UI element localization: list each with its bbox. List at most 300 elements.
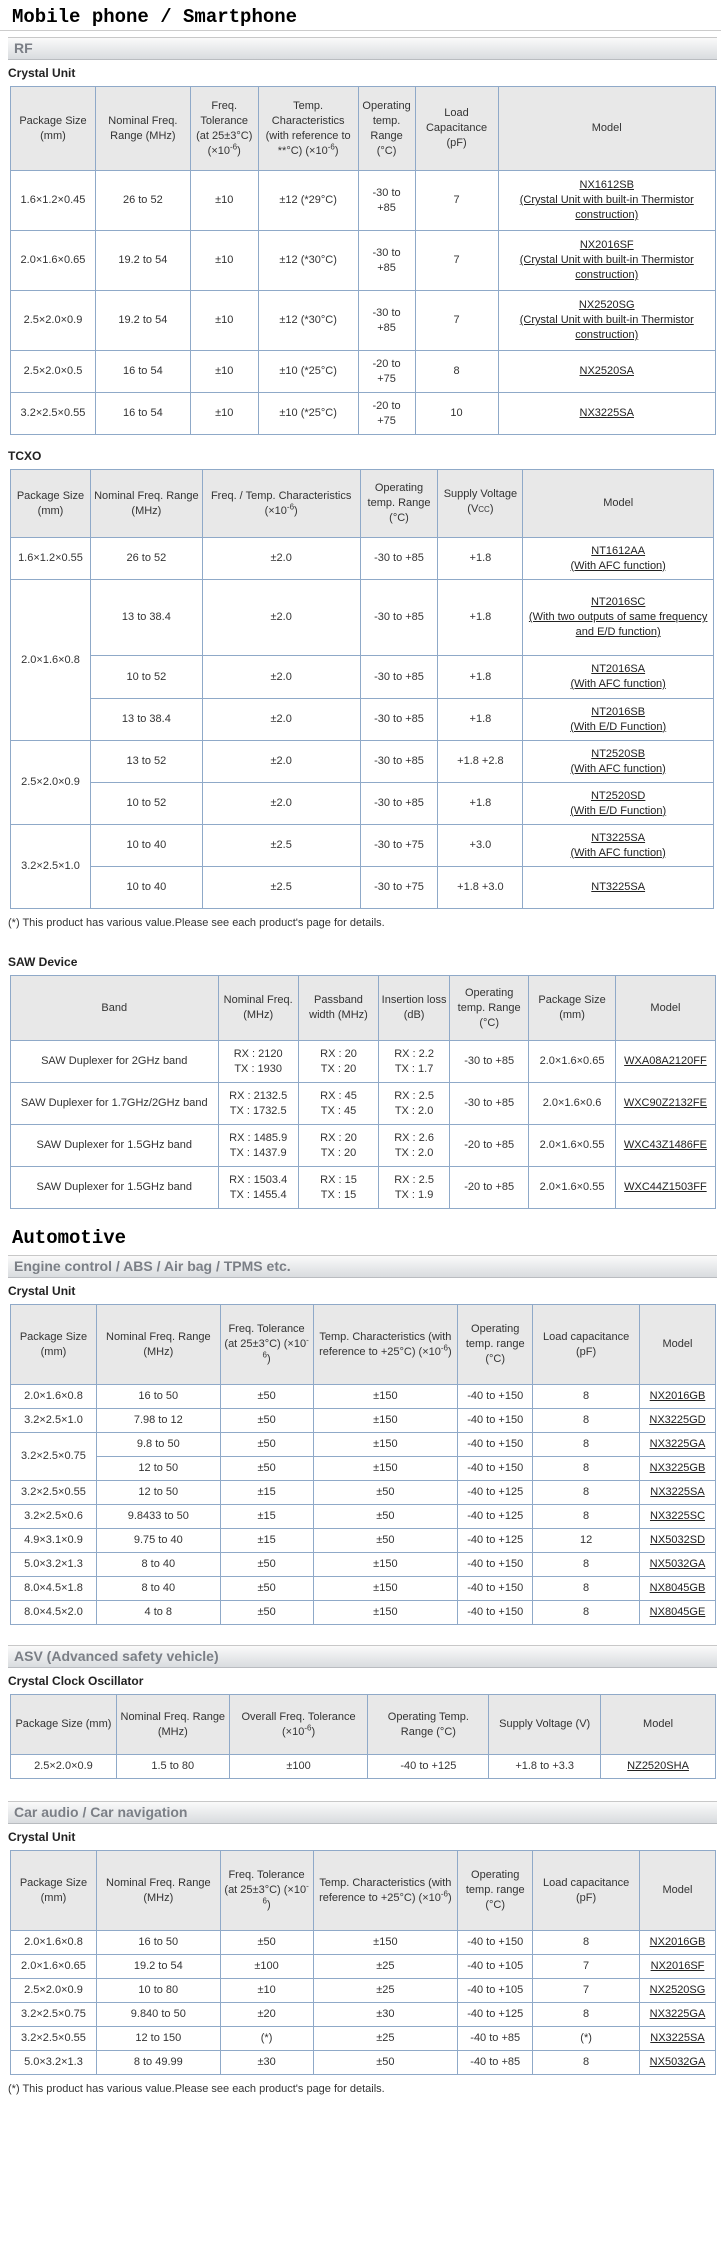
model-link[interactable]: NX2016SF xyxy=(579,239,634,251)
cell-load: (*) xyxy=(533,2027,640,2051)
col-model: Model xyxy=(498,87,715,171)
cell-operating: -40 to +125 xyxy=(458,2003,533,2027)
cell-tolerance: ±50 xyxy=(220,1457,313,1481)
model-link[interactable]: NT2016SB xyxy=(591,705,646,718)
cell-char: ±2.0 xyxy=(202,699,360,741)
model-desc-link[interactable]: (With AFC function) xyxy=(570,678,666,690)
cell-operating: -20 to +85 xyxy=(450,1167,529,1209)
cell-model xyxy=(640,1553,716,1577)
cell-range: 12 to 50 xyxy=(96,1481,220,1505)
cell-operating: -40 to +125 xyxy=(458,1529,533,1553)
cell-tolerance: ±30 xyxy=(220,2051,313,2075)
cell-range: 26 to 52 xyxy=(90,538,202,580)
col-tolerance: Freq. Tolerance (at 25±3°C) $(\times 10^{-6})$ xyxy=(190,87,258,171)
cell-range: 4 to 8 xyxy=(96,1601,220,1625)
model-link[interactable]: NT2520SD xyxy=(590,789,646,802)
cell-load: 8 xyxy=(533,1601,640,1625)
col-load-cap: Load capacitance (pF) xyxy=(533,1851,640,1931)
cell-operating: -40 to +150 xyxy=(458,1577,533,1601)
col-nominal-freq: Nominal Freq. (MHz) xyxy=(218,976,298,1041)
cell-freq: RX : 1485.9 TX : 1437.9 xyxy=(218,1125,298,1167)
engine-crystal-title: Crystal Unit xyxy=(8,1284,76,1298)
table-row xyxy=(11,393,716,435)
model-link[interactable]: NX3225GA xyxy=(649,2008,706,2020)
model-link[interactable]: NT1612AA xyxy=(591,544,646,557)
cell-model xyxy=(523,741,714,783)
cell-supply: +1.8 xyxy=(438,783,523,825)
cell-model xyxy=(640,1481,716,1505)
cell-model xyxy=(640,1457,716,1481)
cell-load: 8 xyxy=(533,1577,640,1601)
cell-package: 2.0×1.6×0.6 xyxy=(529,1083,616,1125)
cell-tolerance: ±10 xyxy=(190,351,258,393)
cell-range: 8 to 49.99 xyxy=(96,2051,220,2075)
cell-tolerance: ±15 xyxy=(220,1481,313,1505)
model-link[interactable]: NX2520SA xyxy=(579,365,634,377)
table-row xyxy=(11,1385,716,1409)
model-link[interactable]: NT3225SA xyxy=(591,831,646,844)
cell-tolerance: ±15 xyxy=(220,1529,313,1553)
cell-tolerance: ±50 xyxy=(220,1385,313,1409)
model-link[interactable]: NX3225GA xyxy=(649,1438,706,1450)
table-row xyxy=(11,1409,716,1433)
cell-model xyxy=(498,291,715,351)
col-model: Model xyxy=(615,976,715,1041)
table-row xyxy=(11,1529,716,1553)
cell-range: 7.98 to 12 xyxy=(96,1409,220,1433)
cell-temp: ±150 xyxy=(313,1409,458,1433)
cell-passband: RX : 45 TX : 45 xyxy=(298,1083,378,1125)
table-row xyxy=(11,580,714,656)
cell-temp: ±50 xyxy=(313,1481,458,1505)
cell-package: 8.0×4.5×2.0 xyxy=(11,1601,97,1625)
col-operating-temp: Operating temp. range (°C) xyxy=(458,1851,533,1931)
cell-load: 10 xyxy=(415,393,498,435)
cell-supply: +1.8 xyxy=(438,699,523,741)
car-crystal-title: Crystal Unit xyxy=(8,1830,76,1844)
cell-package: 2.5×2.0×0.5 xyxy=(11,351,96,393)
model-desc-link[interactable]: (With E/D Function) xyxy=(570,804,667,817)
model-desc-link[interactable]: (With AFC function) xyxy=(570,846,666,859)
cell-tolerance: ±100 xyxy=(229,1755,368,1779)
cell-model xyxy=(498,351,715,393)
asv-osc-title: Crystal Clock Oscillator xyxy=(8,1674,144,1688)
cell-supply: +1.8 +3.0 xyxy=(438,867,523,909)
col-operating-temp: Operating temp. Range (°C) xyxy=(450,976,529,1041)
cell-char: ±2.5 xyxy=(202,867,360,909)
cell-tolerance: ±15 xyxy=(220,1505,313,1529)
cell-temp: ±10 (*25°C) xyxy=(258,393,358,435)
cell-tolerance: (*) xyxy=(220,2027,313,2051)
cell-passband: RX : 15 TX : 15 xyxy=(298,1167,378,1209)
cell-operating: -20 to +85 xyxy=(450,1125,529,1167)
cell-range: 10 to 40 xyxy=(90,825,202,867)
cell-temp: ±12 (*30°C) xyxy=(258,231,358,291)
col-temp-char: Temp. Characteristics (with reference to +25°C) $(\times 10^{-6})$ xyxy=(313,1305,458,1385)
cell-model xyxy=(601,1755,716,1779)
model-link[interactable]: NX3225GD xyxy=(649,1414,706,1426)
cell-loss: RX : 2.6 TX : 2.0 xyxy=(379,1125,450,1167)
cell-temp: ±150 xyxy=(313,1601,458,1625)
cell-freq: RX : 1503.4 TX : 1455.4 xyxy=(218,1167,298,1209)
model-desc-link[interactable]: (With AFC function) xyxy=(570,559,666,572)
cell-operating: -30 to +85 xyxy=(360,656,438,699)
cell-package: 3.2×2.5×0.6 xyxy=(11,1505,97,1529)
table-row xyxy=(11,1755,716,1779)
tcxo-title: TCXO xyxy=(8,449,42,463)
cell-operating: -30 to +85 xyxy=(450,1041,529,1083)
table-row xyxy=(11,1433,716,1457)
table-row xyxy=(11,1979,716,2003)
cell-temp: ±25 xyxy=(313,1979,458,2003)
table-row xyxy=(11,783,714,825)
cell-model xyxy=(615,1083,715,1125)
col-model: Model xyxy=(640,1851,716,1931)
cell-temp: ±25 xyxy=(313,2027,458,2051)
cell-tolerance: ±10 xyxy=(190,291,258,351)
cell-load: 8 xyxy=(533,1385,640,1409)
cell-operating: -30 to +85 xyxy=(358,231,415,291)
cell-operating: -30 to +75 xyxy=(360,867,438,909)
cell-loss: RX : 2.2 TX : 1.7 xyxy=(379,1041,450,1083)
table-row xyxy=(11,1577,716,1601)
cell-operating: -40 to +105 xyxy=(458,1955,533,1979)
model-link[interactable]: WXA08A2120FF xyxy=(624,1055,707,1067)
cell-package: 2.0×1.6×0.8 xyxy=(11,1931,97,1955)
saw-title: SAW Device xyxy=(8,955,78,969)
model-link[interactable]: NX3225SA xyxy=(650,1486,705,1498)
cell-package: 1.6×1.2×0.55 xyxy=(11,538,91,580)
cell-model xyxy=(640,1955,716,1979)
cell-tolerance: ±10 xyxy=(190,231,258,291)
cell-model xyxy=(640,1385,716,1409)
cell-freq: RX : 2132.5 TX : 1732.5 xyxy=(218,1083,298,1125)
cell-range: 19.2 to 54 xyxy=(96,1955,220,1979)
model-link[interactable]: NX5032GA xyxy=(649,2056,706,2068)
table-row xyxy=(11,1125,716,1167)
model-desc-link[interactable]: (Crystal Unit with built-in Thermistor construction) xyxy=(519,254,694,281)
col-supply-voltage: Supply Voltage (V) xyxy=(489,1695,601,1755)
cell-load: 8 xyxy=(533,1409,640,1433)
table-row xyxy=(11,1505,716,1529)
table-row xyxy=(11,351,716,393)
model-link[interactable]: NT2016SA xyxy=(591,663,646,675)
col-supply-voltage: Supply Voltage (VCC) xyxy=(438,470,523,538)
cell-package: 2.0×1.6×0.65 xyxy=(529,1041,616,1083)
cell-tolerance: ±50 xyxy=(220,1433,313,1457)
cell-package: 2.0×1.6×0.55 xyxy=(529,1125,616,1167)
cell-operating: -40 to +150 xyxy=(458,1409,533,1433)
cell-model xyxy=(523,783,714,825)
model-desc-link[interactable]: (With two outputs of same frequency and E/D function) xyxy=(528,611,708,638)
cell-package: 4.9×3.1×0.9 xyxy=(11,1529,97,1553)
col-freq-temp-char: Freq. / Temp. Characteristics $(\times 10^{-6})$ xyxy=(202,470,360,538)
cell-model xyxy=(640,1409,716,1433)
cell-model xyxy=(615,1041,715,1083)
cell-operating: -40 to +150 xyxy=(458,1385,533,1409)
table-row xyxy=(11,1457,716,1481)
cell-load: 8 xyxy=(533,1505,640,1529)
model-link[interactable]: WXC44Z1503FF xyxy=(624,1181,707,1193)
cell-char: ±2.0 xyxy=(202,741,360,783)
col-load-cap: Load Capacitance (pF) xyxy=(415,87,498,171)
table-row xyxy=(11,2051,716,2075)
cell-passband: RX : 20 TX : 20 xyxy=(298,1041,378,1083)
cell-range: 12 to 150 xyxy=(96,2027,220,2051)
cell-load: 8 xyxy=(533,2051,640,2075)
cell-model xyxy=(523,580,714,656)
cell-package: 2.5×2.0×0.9 xyxy=(11,741,91,825)
model-link[interactable]: NX5032SD xyxy=(649,1534,706,1546)
model-desc-link[interactable]: (Crystal Unit with built-in Thermistor construction) xyxy=(519,314,694,341)
cell-package: 2.0×1.6×0.8 xyxy=(11,580,91,741)
model-desc-link[interactable]: (Crystal Unit with built-in Thermistor construction) xyxy=(519,194,694,221)
cell-range: 26 to 52 xyxy=(95,171,190,231)
model-link[interactable]: NT2520SB xyxy=(591,747,646,760)
cell-model xyxy=(640,2003,716,2027)
cell-tolerance: ±100 xyxy=(220,1955,313,1979)
cell-temp: ±150 xyxy=(313,1433,458,1457)
cell-range: 9.8433 to 50 xyxy=(96,1505,220,1529)
cell-operating: -40 to +150 xyxy=(458,1601,533,1625)
col-package-size: Package Size (mm) xyxy=(11,87,96,171)
mobile-title: Mobile phone / Smartphone xyxy=(12,6,298,28)
cell-tolerance: ±10 xyxy=(190,171,258,231)
cell-range: 8 to 40 xyxy=(96,1553,220,1577)
model-link[interactable]: NX8045GE xyxy=(649,1606,706,1618)
cell-model xyxy=(615,1167,715,1209)
cell-temp: ±30 xyxy=(313,2003,458,2027)
model-link[interactable]: NZ2520SHA xyxy=(627,1760,689,1772)
col-package-size: Package Size (mm) xyxy=(11,1305,97,1385)
cell-package: 3.2×2.5×0.55 xyxy=(11,2027,97,2051)
cell-temp: ±12 (*29°C) xyxy=(258,171,358,231)
cell-operating: -20 to +75 xyxy=(358,351,415,393)
col-operating-temp: Operating temp. Range (°C) xyxy=(360,470,438,538)
table-row xyxy=(11,291,716,351)
cell-range: 16 to 54 xyxy=(95,393,190,435)
model-link[interactable]: NX3225SC xyxy=(649,1510,706,1522)
cell-load: 8 xyxy=(415,351,498,393)
cell-operating: -30 to +75 xyxy=(360,825,438,867)
cell-operating: -20 to +75 xyxy=(358,393,415,435)
model-link[interactable]: NX3225SA xyxy=(650,2032,705,2044)
col-band: Band xyxy=(11,976,219,1041)
cell-band: SAW Duplexer for 1.7GHz/2GHz band xyxy=(11,1083,219,1125)
asv-osc-table xyxy=(10,1694,716,1779)
cell-model xyxy=(523,538,714,580)
cell-operating: -30 to +85 xyxy=(358,291,415,351)
model-desc-link[interactable]: (With E/D Function) xyxy=(570,720,667,733)
table-row xyxy=(11,2003,716,2027)
table-row xyxy=(11,741,714,783)
rf-crystal-title: Crystal Unit xyxy=(8,66,76,80)
cell-package: 1.6×1.2×0.45 xyxy=(11,171,96,231)
cell-tolerance: ±20 xyxy=(220,2003,313,2027)
cell-package: 2.5×2.0×0.9 xyxy=(11,1755,117,1779)
cell-range: 13 to 38.4 xyxy=(90,699,202,741)
cell-operating: -30 to +85 xyxy=(360,783,438,825)
col-package-size: Package Size (mm) xyxy=(11,1695,117,1755)
cell-operating: -40 to +150 xyxy=(458,1457,533,1481)
cell-passband: RX : 20 TX : 20 xyxy=(298,1125,378,1167)
cell-range: 10 to 52 xyxy=(90,656,202,699)
cell-temp: ±50 xyxy=(313,1505,458,1529)
table-row xyxy=(11,656,714,699)
model-link[interactable]: NX3225GB xyxy=(649,1462,706,1474)
col-nominal-range: Nominal Freq. Range (MHz) xyxy=(116,1695,229,1755)
cell-operating: -40 to +85 xyxy=(458,2027,533,2051)
model-link[interactable]: NX2520SG xyxy=(649,1984,706,1996)
col-model: Model xyxy=(640,1305,716,1385)
cell-supply: +3.0 xyxy=(438,825,523,867)
cell-load: 8 xyxy=(533,1553,640,1577)
asv-section-bar: ASV (Advanced safety vehicle) xyxy=(8,1645,717,1668)
cell-package: 2.0×1.6×0.65 xyxy=(11,1955,97,1979)
cell-temp: ±10 (*25°C) xyxy=(258,351,358,393)
cell-model xyxy=(640,1601,716,1625)
model-link[interactable]: WXC43Z1486FE xyxy=(623,1139,707,1151)
title-rule xyxy=(0,30,721,31)
cell-operating: -30 to +85 xyxy=(360,699,438,741)
cell-temp: ±50 xyxy=(313,2051,458,2075)
cell-load: 7 xyxy=(415,291,498,351)
cell-range: 16 to 50 xyxy=(96,1385,220,1409)
cell-operating: -40 to +125 xyxy=(368,1755,489,1779)
cell-package: 3.2×2.5×0.55 xyxy=(11,1481,97,1505)
model-link[interactable]: NT2016SC xyxy=(590,596,646,608)
cell-band: SAW Duplexer for 2GHz band xyxy=(11,1041,219,1083)
cell-model xyxy=(498,171,715,231)
table-row xyxy=(11,1931,716,1955)
car-note: (*) This product has various value.Please see each product's page for details. xyxy=(8,2083,385,2095)
col-load-cap: Load capacitance (pF) xyxy=(533,1305,640,1385)
model-desc-link[interactable]: (With AFC function) xyxy=(570,762,666,775)
cell-range: 13 to 52 xyxy=(90,741,202,783)
cell-package: 2.5×2.0×0.9 xyxy=(11,291,96,351)
saw-table xyxy=(10,975,716,1209)
table-row xyxy=(11,171,716,231)
table-row xyxy=(11,1601,716,1625)
cell-model xyxy=(640,2027,716,2051)
cell-temp: ±12 (*30°C) xyxy=(258,291,358,351)
table-row xyxy=(11,538,714,580)
cell-tolerance: ±50 xyxy=(220,1553,313,1577)
table-row xyxy=(11,2027,716,2051)
cell-range: 8 to 40 xyxy=(96,1577,220,1601)
cell-tolerance: ±50 xyxy=(220,1931,313,1955)
cell-model xyxy=(523,825,714,867)
cell-package: 3.2×2.5×0.75 xyxy=(11,2003,97,2027)
cell-range: 10 to 52 xyxy=(90,783,202,825)
cell-range: 1.5 to 80 xyxy=(116,1755,229,1779)
cell-supply: +1.8 +2.8 xyxy=(438,741,523,783)
cell-char: ±2.0 xyxy=(202,580,360,656)
cell-model xyxy=(640,1979,716,2003)
model-link[interactable]: WXC90Z2132FE xyxy=(623,1097,707,1109)
cell-model xyxy=(523,867,714,909)
tcxo-table xyxy=(10,469,714,909)
cell-temp: ±150 xyxy=(313,1931,458,1955)
model-link[interactable]: NX8045GB xyxy=(649,1582,706,1594)
cell-band: SAW Duplexer for 1.5GHz band xyxy=(11,1125,219,1167)
cell-operating: -40 to +150 xyxy=(458,1433,533,1457)
cell-model xyxy=(640,1433,716,1457)
model-link[interactable]: NT3225SA xyxy=(591,881,646,893)
cell-range: 9.75 to 40 xyxy=(96,1529,220,1553)
table-row xyxy=(11,1955,716,1979)
cell-char: ±2.0 xyxy=(202,783,360,825)
col-temp-char: Temp. Characteristics (with reference to **°C) $(\times 10^{-6})$ xyxy=(258,87,358,171)
cell-tolerance: ±50 xyxy=(220,1601,313,1625)
cell-package: 3.2×2.5×0.55 xyxy=(11,393,96,435)
cell-char: ±2.5 xyxy=(202,825,360,867)
cell-package: 2.0×1.6×0.65 xyxy=(11,231,96,291)
cell-tolerance: ±10 xyxy=(220,1979,313,2003)
cell-load: 8 xyxy=(533,1481,640,1505)
col-temp-char: Temp. Characteristics (with reference to +25°C) $(\times 10^{-6})$ xyxy=(313,1851,458,1931)
col-nominal-range: Nominal Freq. Range (MHz) xyxy=(96,1305,220,1385)
cell-model xyxy=(615,1125,715,1167)
cell-range: 10 to 80 xyxy=(96,1979,220,2003)
cell-tolerance: ±50 xyxy=(220,1409,313,1433)
model-link[interactable]: NX1612SB xyxy=(579,179,634,191)
cell-package: 2.0×1.6×0.55 xyxy=(529,1167,616,1209)
cell-load: 7 xyxy=(533,1955,640,1979)
model-link[interactable]: NX2016SF xyxy=(650,1960,705,1972)
cell-load: 8 xyxy=(533,2003,640,2027)
table-row xyxy=(11,825,714,867)
model-link[interactable]: NX2520SG xyxy=(578,299,635,311)
cell-temp: ±25 xyxy=(313,1955,458,1979)
cell-model xyxy=(640,1931,716,1955)
col-nominal-range: Nominal Freq. Range (MHz) xyxy=(90,470,202,538)
col-model: Model xyxy=(601,1695,716,1755)
cell-load: 7 xyxy=(415,171,498,231)
cell-supply: +1.8 to +3.3 xyxy=(489,1755,601,1779)
engine-section-bar: Engine control / ABS / Air bag / TPMS etc. xyxy=(8,1255,717,1278)
cell-load: 7 xyxy=(415,231,498,291)
cell-model xyxy=(640,2051,716,2075)
cell-operating: -40 to +125 xyxy=(458,1481,533,1505)
cell-load: 12 xyxy=(533,1529,640,1553)
cell-model xyxy=(523,656,714,699)
model-link[interactable]: NX2016GB xyxy=(649,1936,706,1948)
model-link[interactable]: NX3225SA xyxy=(579,407,634,419)
cell-operating: -40 to +125 xyxy=(458,1505,533,1529)
cell-load: 7 xyxy=(533,1979,640,2003)
col-nominal-range: Nominal Freq. Range (MHz) xyxy=(95,87,190,171)
cell-range: 12 to 50 xyxy=(96,1457,220,1481)
cell-temp: ±150 xyxy=(313,1457,458,1481)
car-crystal-table xyxy=(10,1850,716,2075)
model-link[interactable]: NX2016GB xyxy=(649,1390,706,1402)
cell-range: 16 to 54 xyxy=(95,351,190,393)
cell-operating: -30 to +85 xyxy=(450,1083,529,1125)
cell-loss: RX : 2.5 TX : 2.0 xyxy=(379,1083,450,1125)
cell-operating: -40 to +85 xyxy=(458,2051,533,2075)
cell-operating: -30 to +85 xyxy=(360,741,438,783)
col-passband: Passband width (MHz) xyxy=(298,976,378,1041)
table-row xyxy=(11,699,714,741)
cell-package: 3.2×2.5×1.0 xyxy=(11,825,91,909)
cell-range: 10 to 40 xyxy=(90,867,202,909)
col-operating-temp: Operating Temp. Range (°C) xyxy=(368,1695,489,1755)
cell-char: ±2.0 xyxy=(202,656,360,699)
model-link[interactable]: NX5032GA xyxy=(649,1558,706,1570)
cell-package: 3.2×2.5×1.0 xyxy=(11,1409,97,1433)
cell-supply: +1.8 xyxy=(438,656,523,699)
